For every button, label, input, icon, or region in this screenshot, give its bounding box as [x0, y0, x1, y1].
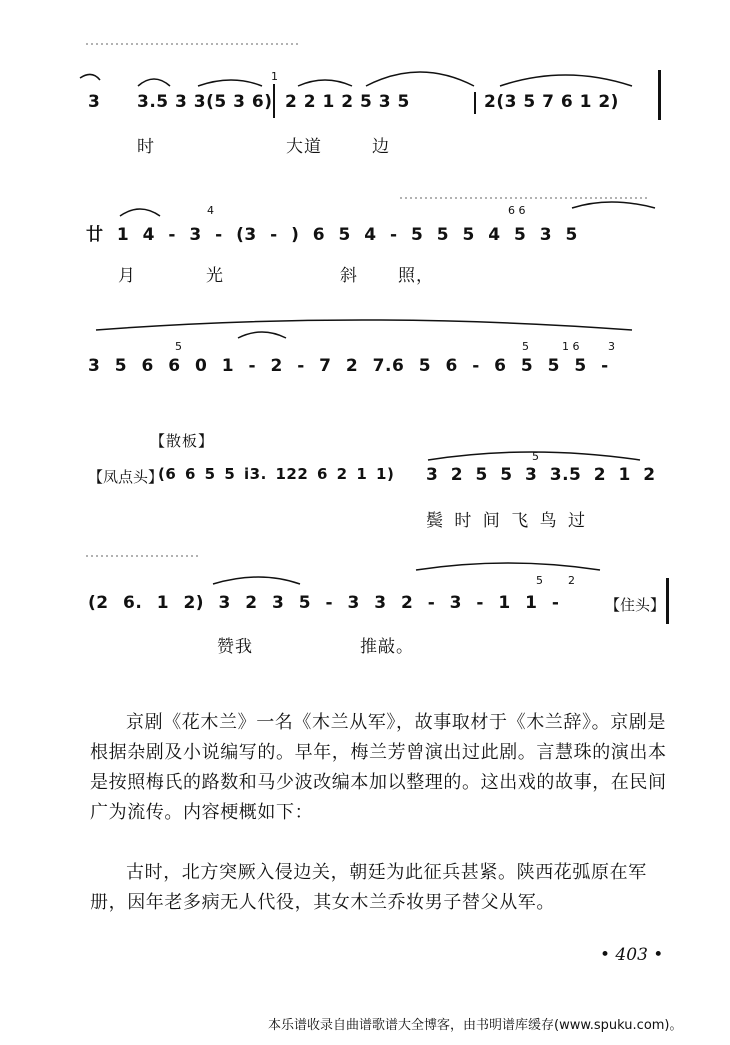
grace-note: 1: [271, 70, 278, 83]
score-notes: 3: [88, 92, 101, 112]
grace-note: 1 6: [562, 340, 580, 353]
lyric: 照，: [398, 266, 434, 286]
percussion-cue: 【凤点头】: [88, 468, 164, 486]
grace-note: 4: [207, 204, 214, 217]
score-notes: 3 5 6 6 0 1 - 2 - 7 2 7.6 5 6 - 6 5 5 5 -: [88, 356, 609, 376]
percussion-cue: 【住头】: [605, 596, 666, 614]
grace-note: 5: [536, 574, 543, 587]
score-notes: 3 2 5 5 3 3.5 2 1 2: [426, 465, 656, 485]
score-notes: 2 2 1 2 5 3 5: [285, 92, 410, 112]
footer-note: 本乐谱收录自曲谱歌谱大全博客，由书明谱库缓存(www.spuku.com)。: [268, 1018, 683, 1033]
lyric: 大道: [286, 137, 322, 157]
grace-note: 6 6: [508, 204, 526, 217]
score-notes: 廿 1 4 - 3 - (3 - ) 6 5 4 - 5 5 5 4 5 3 5: [86, 225, 578, 245]
lyric: 月: [118, 266, 136, 286]
score-notes: (2 6. 1 2) 3 2 3 5 - 3 3 2 - 3 - 1 1 -: [88, 593, 560, 613]
lyric: 推敲。: [360, 637, 414, 657]
lyric: 光: [206, 266, 224, 286]
tempo-marking: 【散板】: [150, 432, 215, 450]
grace-note: 5: [532, 450, 539, 463]
grace-note: 2: [568, 574, 575, 587]
grace-note: 3: [608, 340, 615, 353]
score-notes: 2(3 5 7 6 1 2): [484, 92, 619, 112]
score-notes: 3.5 3 3(5 3 6): [137, 92, 273, 112]
page-number: • 403 •: [600, 945, 664, 965]
lyric: 时: [137, 137, 155, 157]
lyric: 赞我: [217, 637, 253, 657]
grace-note: 5: [175, 340, 182, 353]
grace-note: 5: [522, 340, 529, 353]
score-notes: (6 6 5 5 i3. 122 6 2 1 1): [158, 465, 395, 483]
lyric: 鬓 时 间 飞 鸟 过: [426, 511, 587, 531]
lyric: 斜: [340, 266, 358, 286]
intro-paragraph: 京剧《花木兰》一名《木兰从军》，故事取材于《木兰辞》。京剧是根据杂剧及小说编写的。早年，梅兰芳曾演出过此剧。言慧珠的演出本是按照梅氏的路数和马少波改编本加以整理的。这出戏的故事，在民间广为流传。内容梗概如下：: [90, 712, 667, 823]
lyric: 边: [372, 137, 390, 157]
synopsis-paragraph: 古时，北方突厥入侵边关，朝廷为此征兵甚紧。陕西花弧原在军册，因年老多病无人代役，其女木兰乔妆男子替父从军。: [90, 862, 647, 913]
